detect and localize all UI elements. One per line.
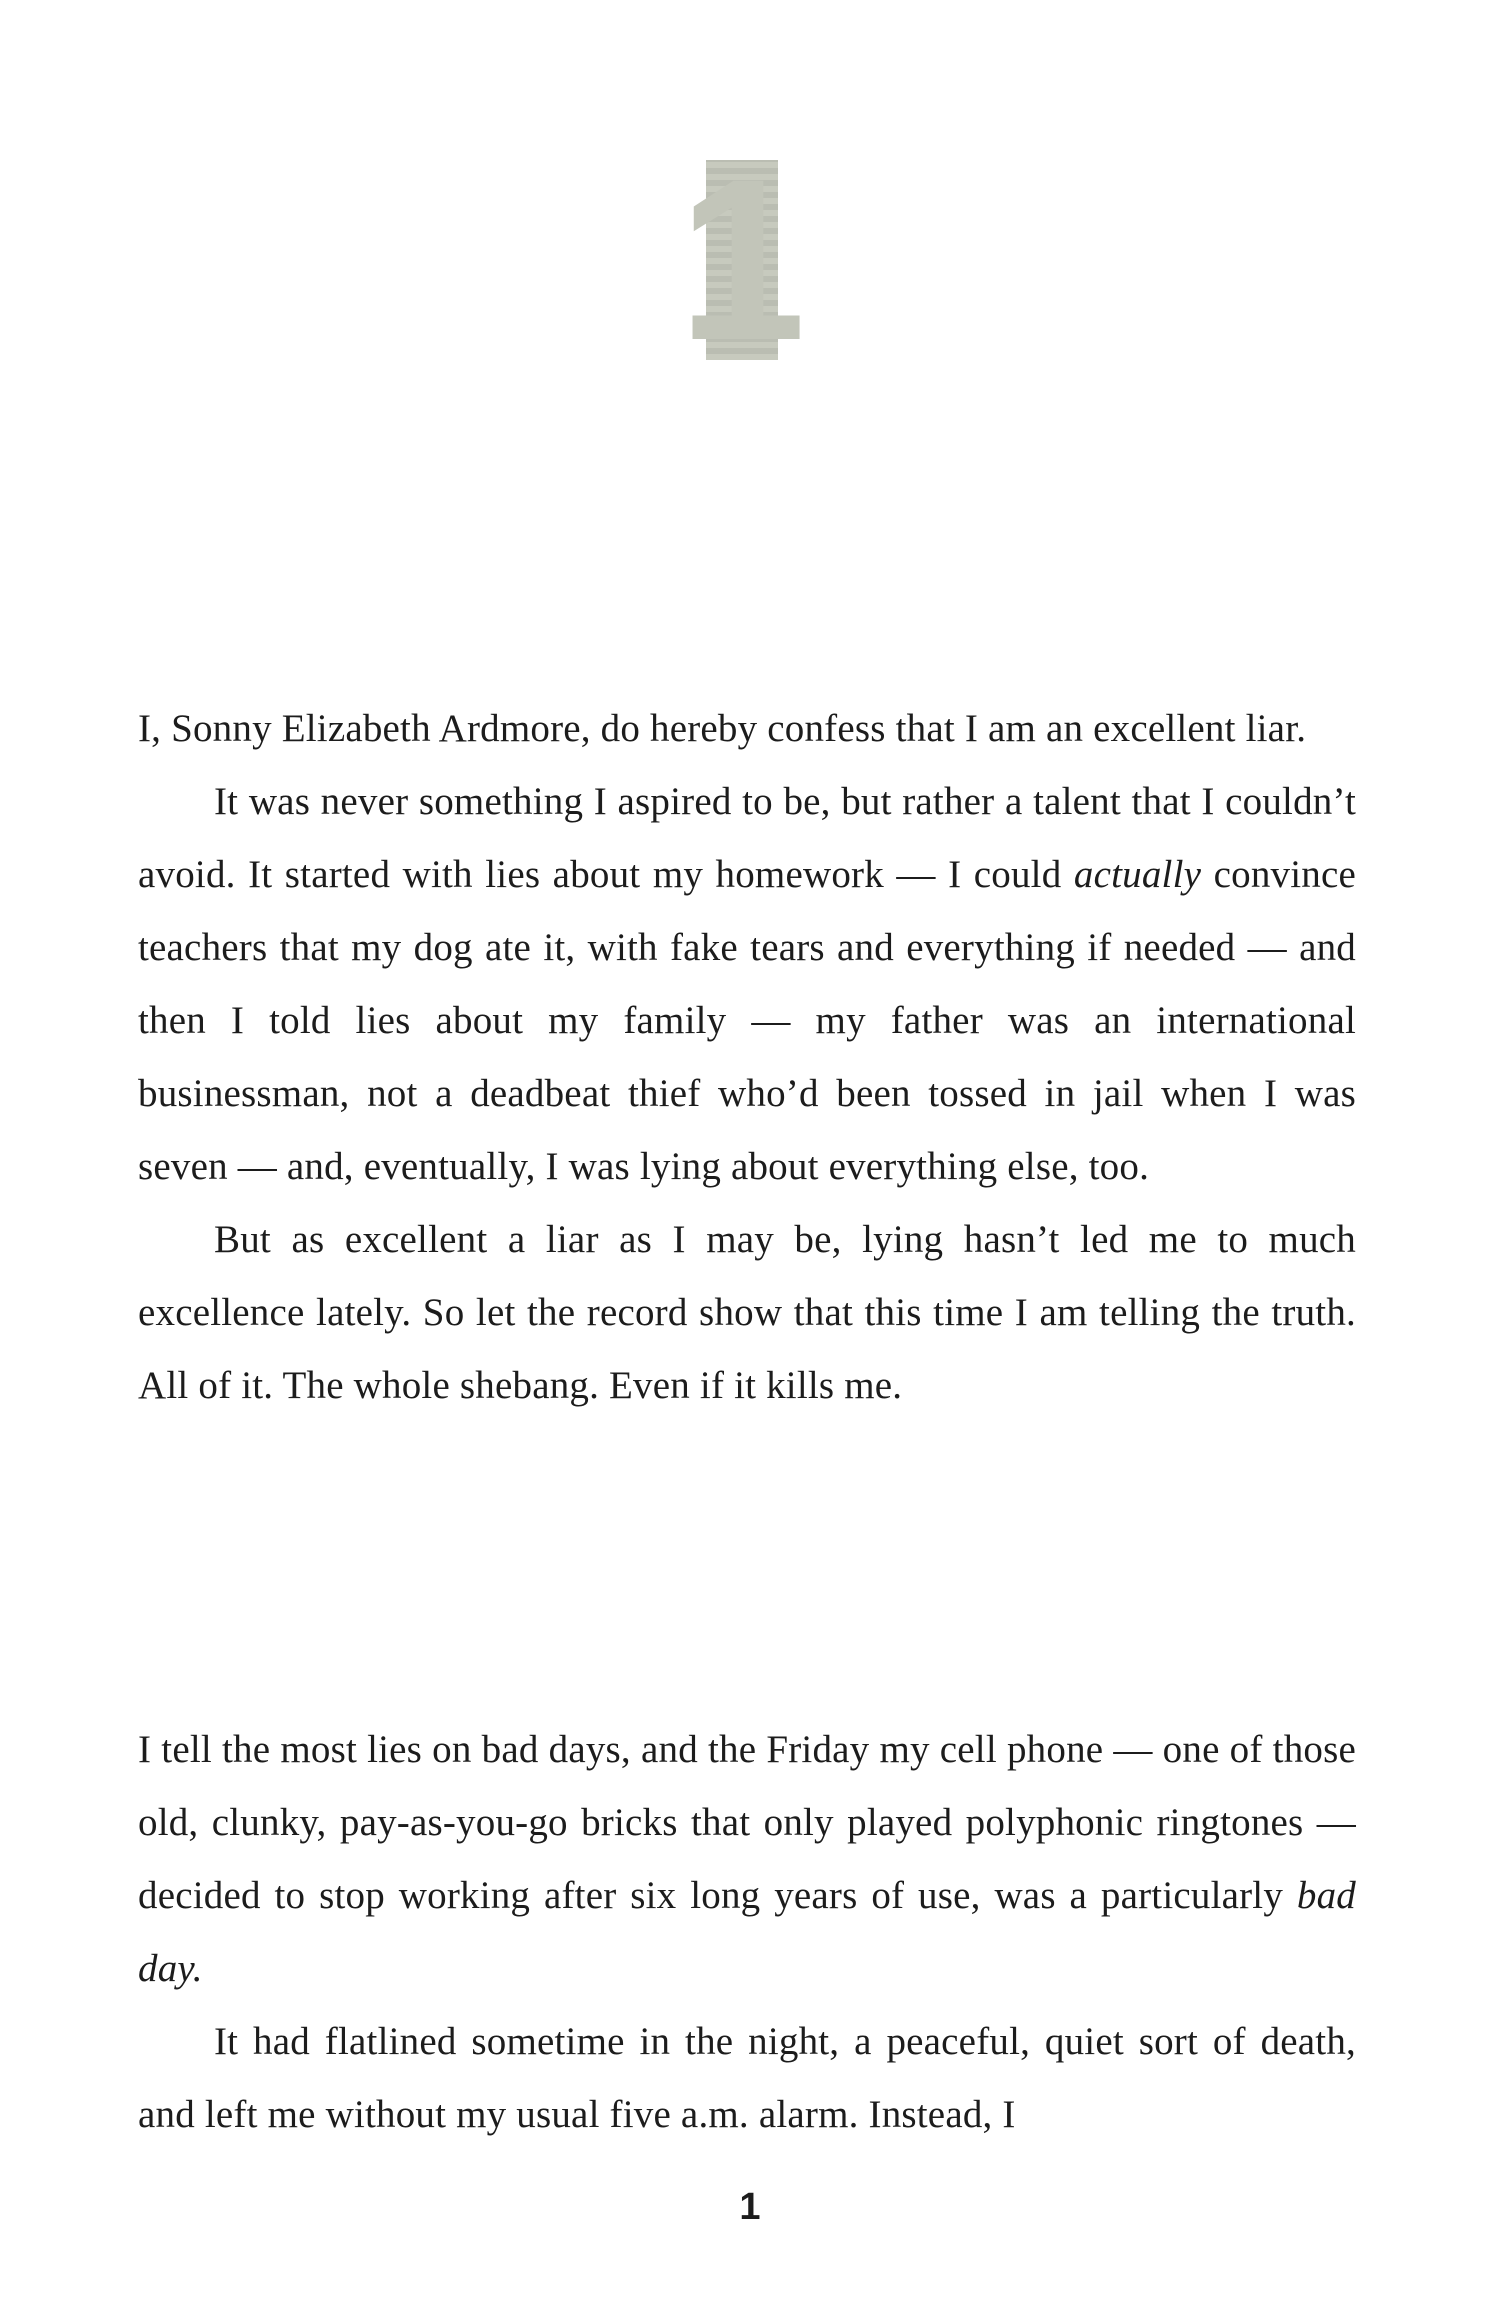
paragraph-text: convince teachers that my dog ate it, with fake tears and everything if needed — and then I told lies about my family — my father was an international businessman, not a deadbeat thief who’d been tossed in jail when I was seven — and, eventually, I was lying about everything else, too. [138,853,1356,1188]
chapter-number: 1 [678,131,806,388]
paragraph-text: I, Sonny Elizabeth Ardmore, do hereby confess that I am an excellent liar. [138,707,1307,750]
emphasis-text: actually [1073,853,1202,896]
paragraph-text: It was never something I aspired to be, but rather a talent that I couldn’t avoid. It started with lies about my homework — I could [138,780,1356,896]
paragraph [138,1713,1356,2005]
paragraph-text: But as excellent a liar as I may be, lying hasn’t led me to much excellence lately. So let the record show that this time I am telling the truth. All of it. The whole shebang. Even if it kills me. [138,1218,1356,1407]
paragraph [138,2005,1356,2151]
paragraph [138,765,1356,1203]
emphasis-text: bad day. [138,1874,1356,1990]
paragraph [138,692,1356,765]
paragraph-text: It had flatlined sometime in the night, a peaceful, quiet sort of death, and left me without my usual five a.m. alarm. Instead, I [138,2020,1356,2136]
paragraph-text: I tell the most lies on bad days, and the Friday my cell phone — one of those old, clunky, pay-as-you-go bricks that only played polyphonic ringtones — decided to stop working after six long years of use, was a particularly [138,1728,1356,1917]
section-one [138,692,1356,1422]
chapter-number-block [678,131,806,388]
page-number: 1 [739,2186,761,2228]
section-two [138,1713,1356,2151]
paragraph [138,1203,1356,1422]
